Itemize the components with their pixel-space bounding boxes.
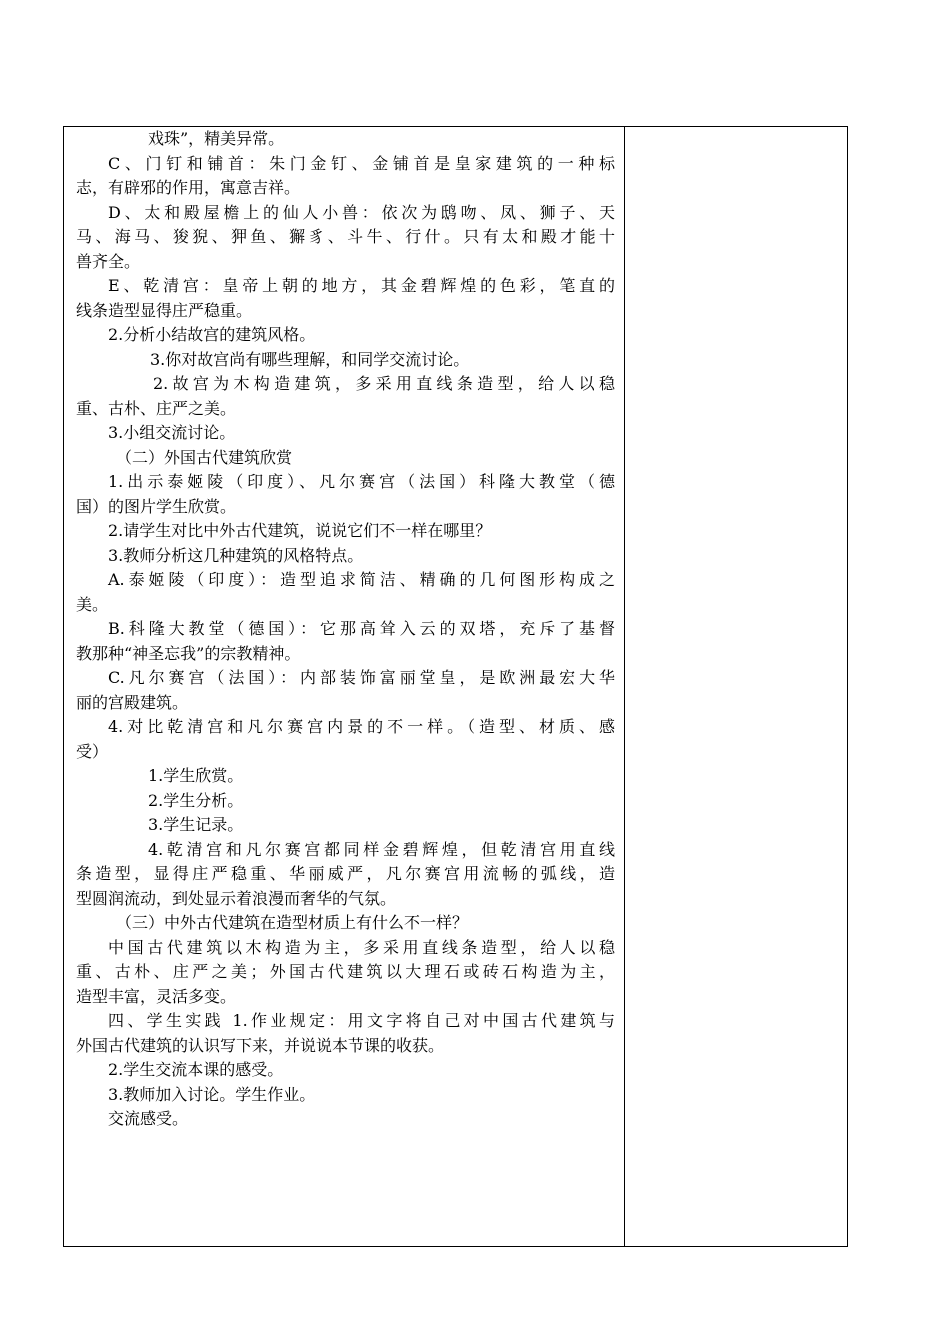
- text-line: 中国古代建筑以木构造为主，多采用直线条造型，给人以稳: [108, 937, 615, 957]
- text-line: 1.出示泰姬陵（印度）、凡尔赛宫（法国）科隆大教堂（德: [108, 472, 615, 491]
- text-line: 志，有辟邪的作用，寓意吉祥。: [76, 178, 301, 197]
- text-line: 2.学生分析。: [148, 790, 244, 810]
- text-line: 3.教师加入讨论。学生作业。: [108, 1084, 316, 1104]
- text-line: 外国古代建筑的认识写下来，并说说本节课的收获。: [76, 1035, 445, 1055]
- lesson-content-cell: [64, 127, 625, 1246]
- text-line: 4.乾清宫和凡尔赛宫都同样金碧辉煌，但乾清宫用直线: [148, 839, 615, 859]
- text-line: 型圆润流动，到处显示着浪漫而奢华的气氛。: [76, 888, 397, 908]
- text-line: E、乾清宫：皇帝上朝的地方，其金碧辉煌的色彩，笔直的: [108, 276, 615, 295]
- text-line: 2.请学生对比中外古代建筑，说说它们不一样在哪里？: [108, 521, 492, 540]
- text-line: 美。: [76, 594, 109, 614]
- text-line: 教那种“神圣忘我”的宗教精神。: [76, 643, 301, 663]
- text-line: B.科隆大教堂（德国）：它那高耸入云的双塔，充斥了基督: [108, 619, 615, 638]
- text-line: 兽齐全。: [76, 251, 141, 271]
- text-line: 2.学生交流本课的感受。: [108, 1060, 284, 1079]
- text-line: 受）: [76, 741, 109, 761]
- text-line: A.泰姬陵（印度）：造型追求简洁、精确的几何图形构成之: [108, 570, 615, 589]
- text-line: 戏珠”，精美异常。: [148, 129, 285, 148]
- text-line: 重、古朴、庄严之美；外国古代建筑以大理石或砖石构造为主，: [76, 962, 615, 981]
- text-line: 造型丰富，灵活多变。: [76, 986, 237, 1006]
- text-line: 3.小组交流讨论。: [108, 423, 236, 442]
- text-line: 条造型，显得庄严稳重、华丽威严，凡尔赛宫用流畅的弧线，造: [76, 864, 615, 883]
- text-line: 丽的宫殿建筑。: [76, 692, 189, 712]
- text-line: 重、古朴、庄严之美。: [76, 398, 237, 418]
- section-heading: （二）外国古代建筑欣赏: [116, 447, 293, 467]
- lesson-plan-table: [63, 126, 848, 1247]
- text-line: 3.教师分析这几种建筑的风格特点。: [108, 545, 364, 565]
- text-line: 国）的图片学生欣赏。: [76, 496, 237, 516]
- text-line: 交流感受。: [108, 1109, 189, 1128]
- text-line: 2.故宫为木构造建筑，多采用直线条造型，给人以稳: [153, 374, 615, 393]
- text-line: 4.对比乾清宫和凡尔赛宫内景的不一样。（造型、材质、感: [108, 717, 615, 736]
- notes-cell: [625, 127, 847, 1246]
- text-line: 线条造型显得庄严稳重。: [76, 300, 253, 320]
- section-heading: （三）中外古代建筑在造型材质上有什么不一样？: [116, 913, 469, 932]
- text-line: 3.你对故宫尚有哪些理解，和同学交流讨论。: [150, 349, 470, 369]
- text-line: 3.学生记录。: [148, 815, 244, 834]
- text-line: D、太和殿屋檐上的仙人小兽：依次为鸱吻、凤、狮子、天: [108, 202, 615, 222]
- text-line: C、门钉和铺首：朱门金钉、金铺首是皇家建筑的一种标: [108, 153, 615, 173]
- text-line: 马、海马、狻猊、狎鱼、獬豸、斗牛、行什。只有太和殿才能十: [76, 227, 615, 246]
- text-line: 1.学生欣赏。: [148, 766, 244, 785]
- section-heading: 四、学生实践 1.作业规定：用文字将自己对中国古代建筑与: [108, 1011, 615, 1030]
- text-line: C.凡尔赛宫（法国）：内部装饰富丽堂皇，是欧洲最宏大华: [108, 668, 615, 687]
- text-line: 2.分析小结故宫的建筑风格。: [108, 325, 316, 344]
